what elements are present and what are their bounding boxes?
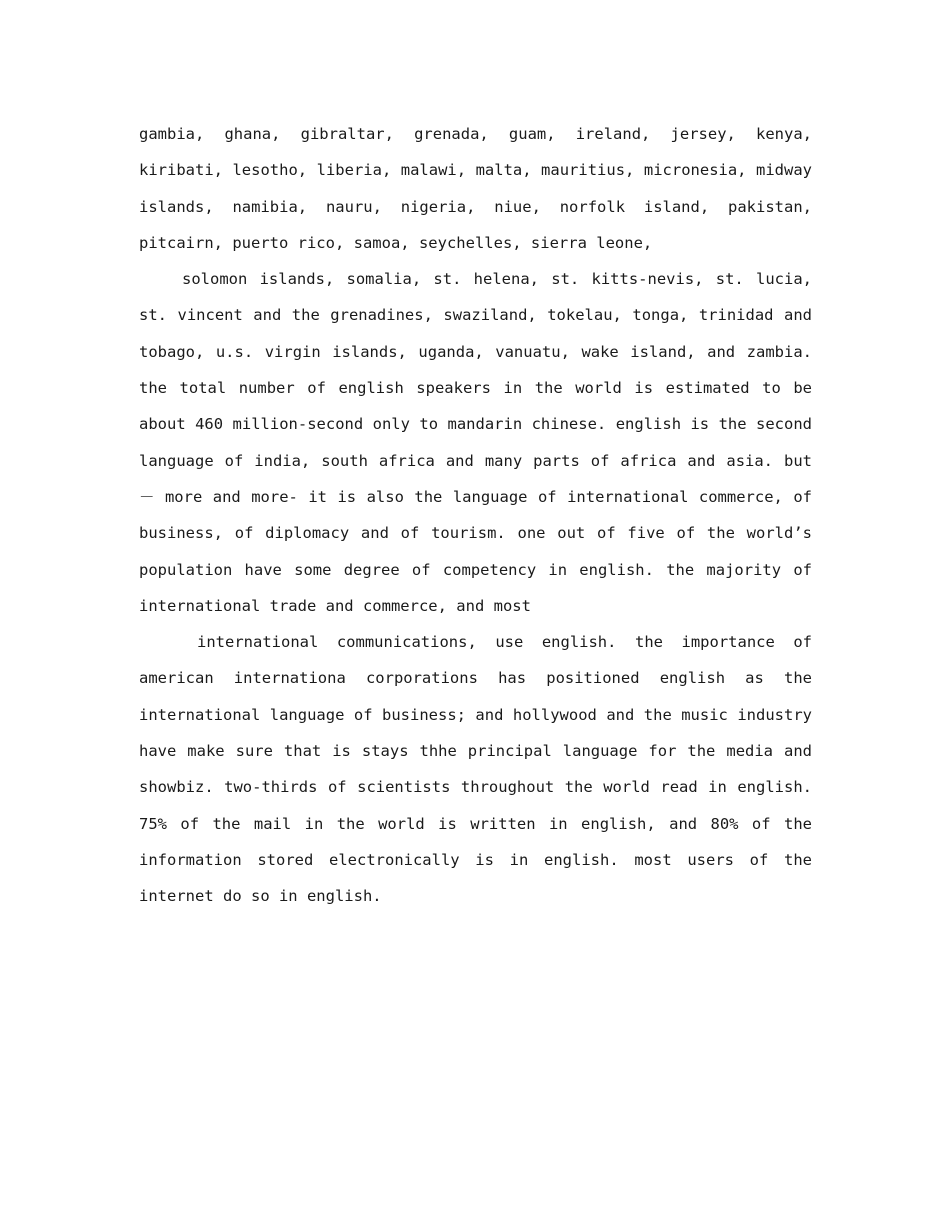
paragraph-english-speakers: solomon islands, somalia, st. helena, st. kitts-nevis, st. lucia, st. vincent and the grenadines, swaziland, tokelau, tonga, trinidad and tobago, u.s. virgin islands, uganda, vanuatu, wake island, and zambia. the total number of english speakers in the world is estimated to be about 460 million-second only to mandarin chinese. english is the second language of india, south africa and many parts of africa and asia. but － more and more- it is also the language of international commerce, of business, of diplomacy and of tourism. one out of five of the world’s population have some degree of competency in english. the majority of international trade and commerce, and most <box>139 270 812 615</box>
paragraph-countries-list: gambia, ghana, gibraltar, grenada, guam, ireland, jersey, kenya, kiribati, lesotho, liberia, malawi, malta, mauritius, micronesia, midway islands, namibia, nauru, nigeria, niue, norfolk island, pakistan, pitcairn, puerto rico, samoa, seychelles, sierra leone, <box>139 125 812 252</box>
document-page <box>139 116 812 915</box>
paragraph-international-communications: international communications, use english. the importance of american internationa corporations has positioned english as the international language of business; and hollywood and the music industry have make sure that is stays thhe principal language for the media and showbiz. two-thirds of scientists throughout the world read in english. 75% of the mail in the world is written in english, and 80% of the information stored electronically is in english. most users of the internet do so in english. <box>139 633 812 906</box>
